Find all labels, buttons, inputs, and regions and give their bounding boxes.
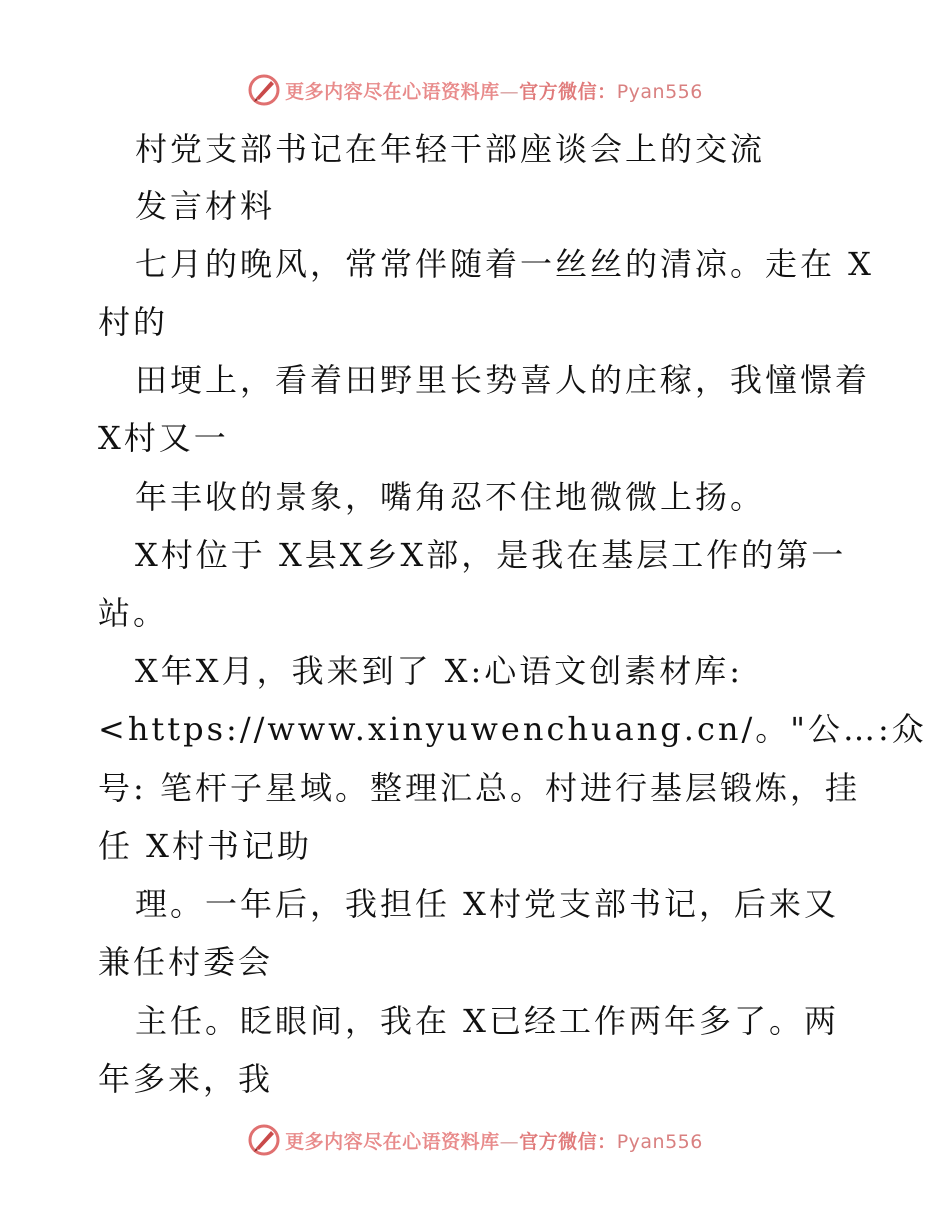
watermark-text — [285, 1127, 703, 1154]
watermark-text — [285, 77, 703, 104]
text-line: 兼任村委会 — [98, 943, 274, 981]
header-watermark — [0, 70, 950, 110]
quill-logo-icon — [247, 73, 281, 107]
text-line: 站。 — [98, 594, 169, 632]
text-line: 田埂上，看着田野里长势喜人的庄稼，我憧憬着 — [135, 361, 871, 399]
watermark-dash: — — [499, 1130, 520, 1153]
text-line: 七月的晚风，常常伴随着一丝丝的清凉。走在 X — [135, 245, 874, 283]
text-line: 村的 — [98, 303, 169, 341]
footer-watermark — [0, 1120, 950, 1160]
text-line: X村又一 — [98, 419, 229, 457]
watermark-brand: 更多内容尽在心语资料库 — [285, 1130, 500, 1153]
text-line: X村位于 X县X乡X部，是我在基层工作的第一 — [135, 536, 847, 574]
watermark-brand: 更多内容尽在心语资料库 — [285, 80, 500, 103]
title-line-1: 村党支部书记在年轻干部座谈会上的交流 — [135, 130, 766, 168]
text-line: 任 X村书记助 — [98, 827, 312, 865]
watermark-label: 官方微信： — [519, 80, 617, 103]
watermark-dash: — — [499, 80, 520, 103]
text-line: 号: 笔杆子星域。整理汇总。村进行基层锻炼，挂 — [98, 769, 860, 807]
quill-logo-icon — [247, 1123, 281, 1157]
text-line: 主任。眨眼间，我在 X已经工作两年多了。两 — [135, 1002, 839, 1040]
watermark-label: 官方微信： — [519, 1130, 617, 1153]
text-line: 理。一年后，我担任 X村党支部书记，后来又 — [135, 885, 839, 923]
text-line: X年X月，我来到了 X:心语文创素材库: — [135, 652, 744, 690]
text-line: <https://www.xinyuwenchuang.cn/。"公…:众 — [98, 710, 927, 748]
watermark-id: Pyan556 — [616, 1130, 703, 1153]
title-line-2: 发言材料 — [135, 187, 276, 225]
text-line: 年丰收的景象，嘴角忍不住地微微上扬。 — [135, 478, 766, 516]
watermark-id: Pyan556 — [616, 80, 703, 103]
text-line: 年多来，我 — [98, 1060, 274, 1098]
